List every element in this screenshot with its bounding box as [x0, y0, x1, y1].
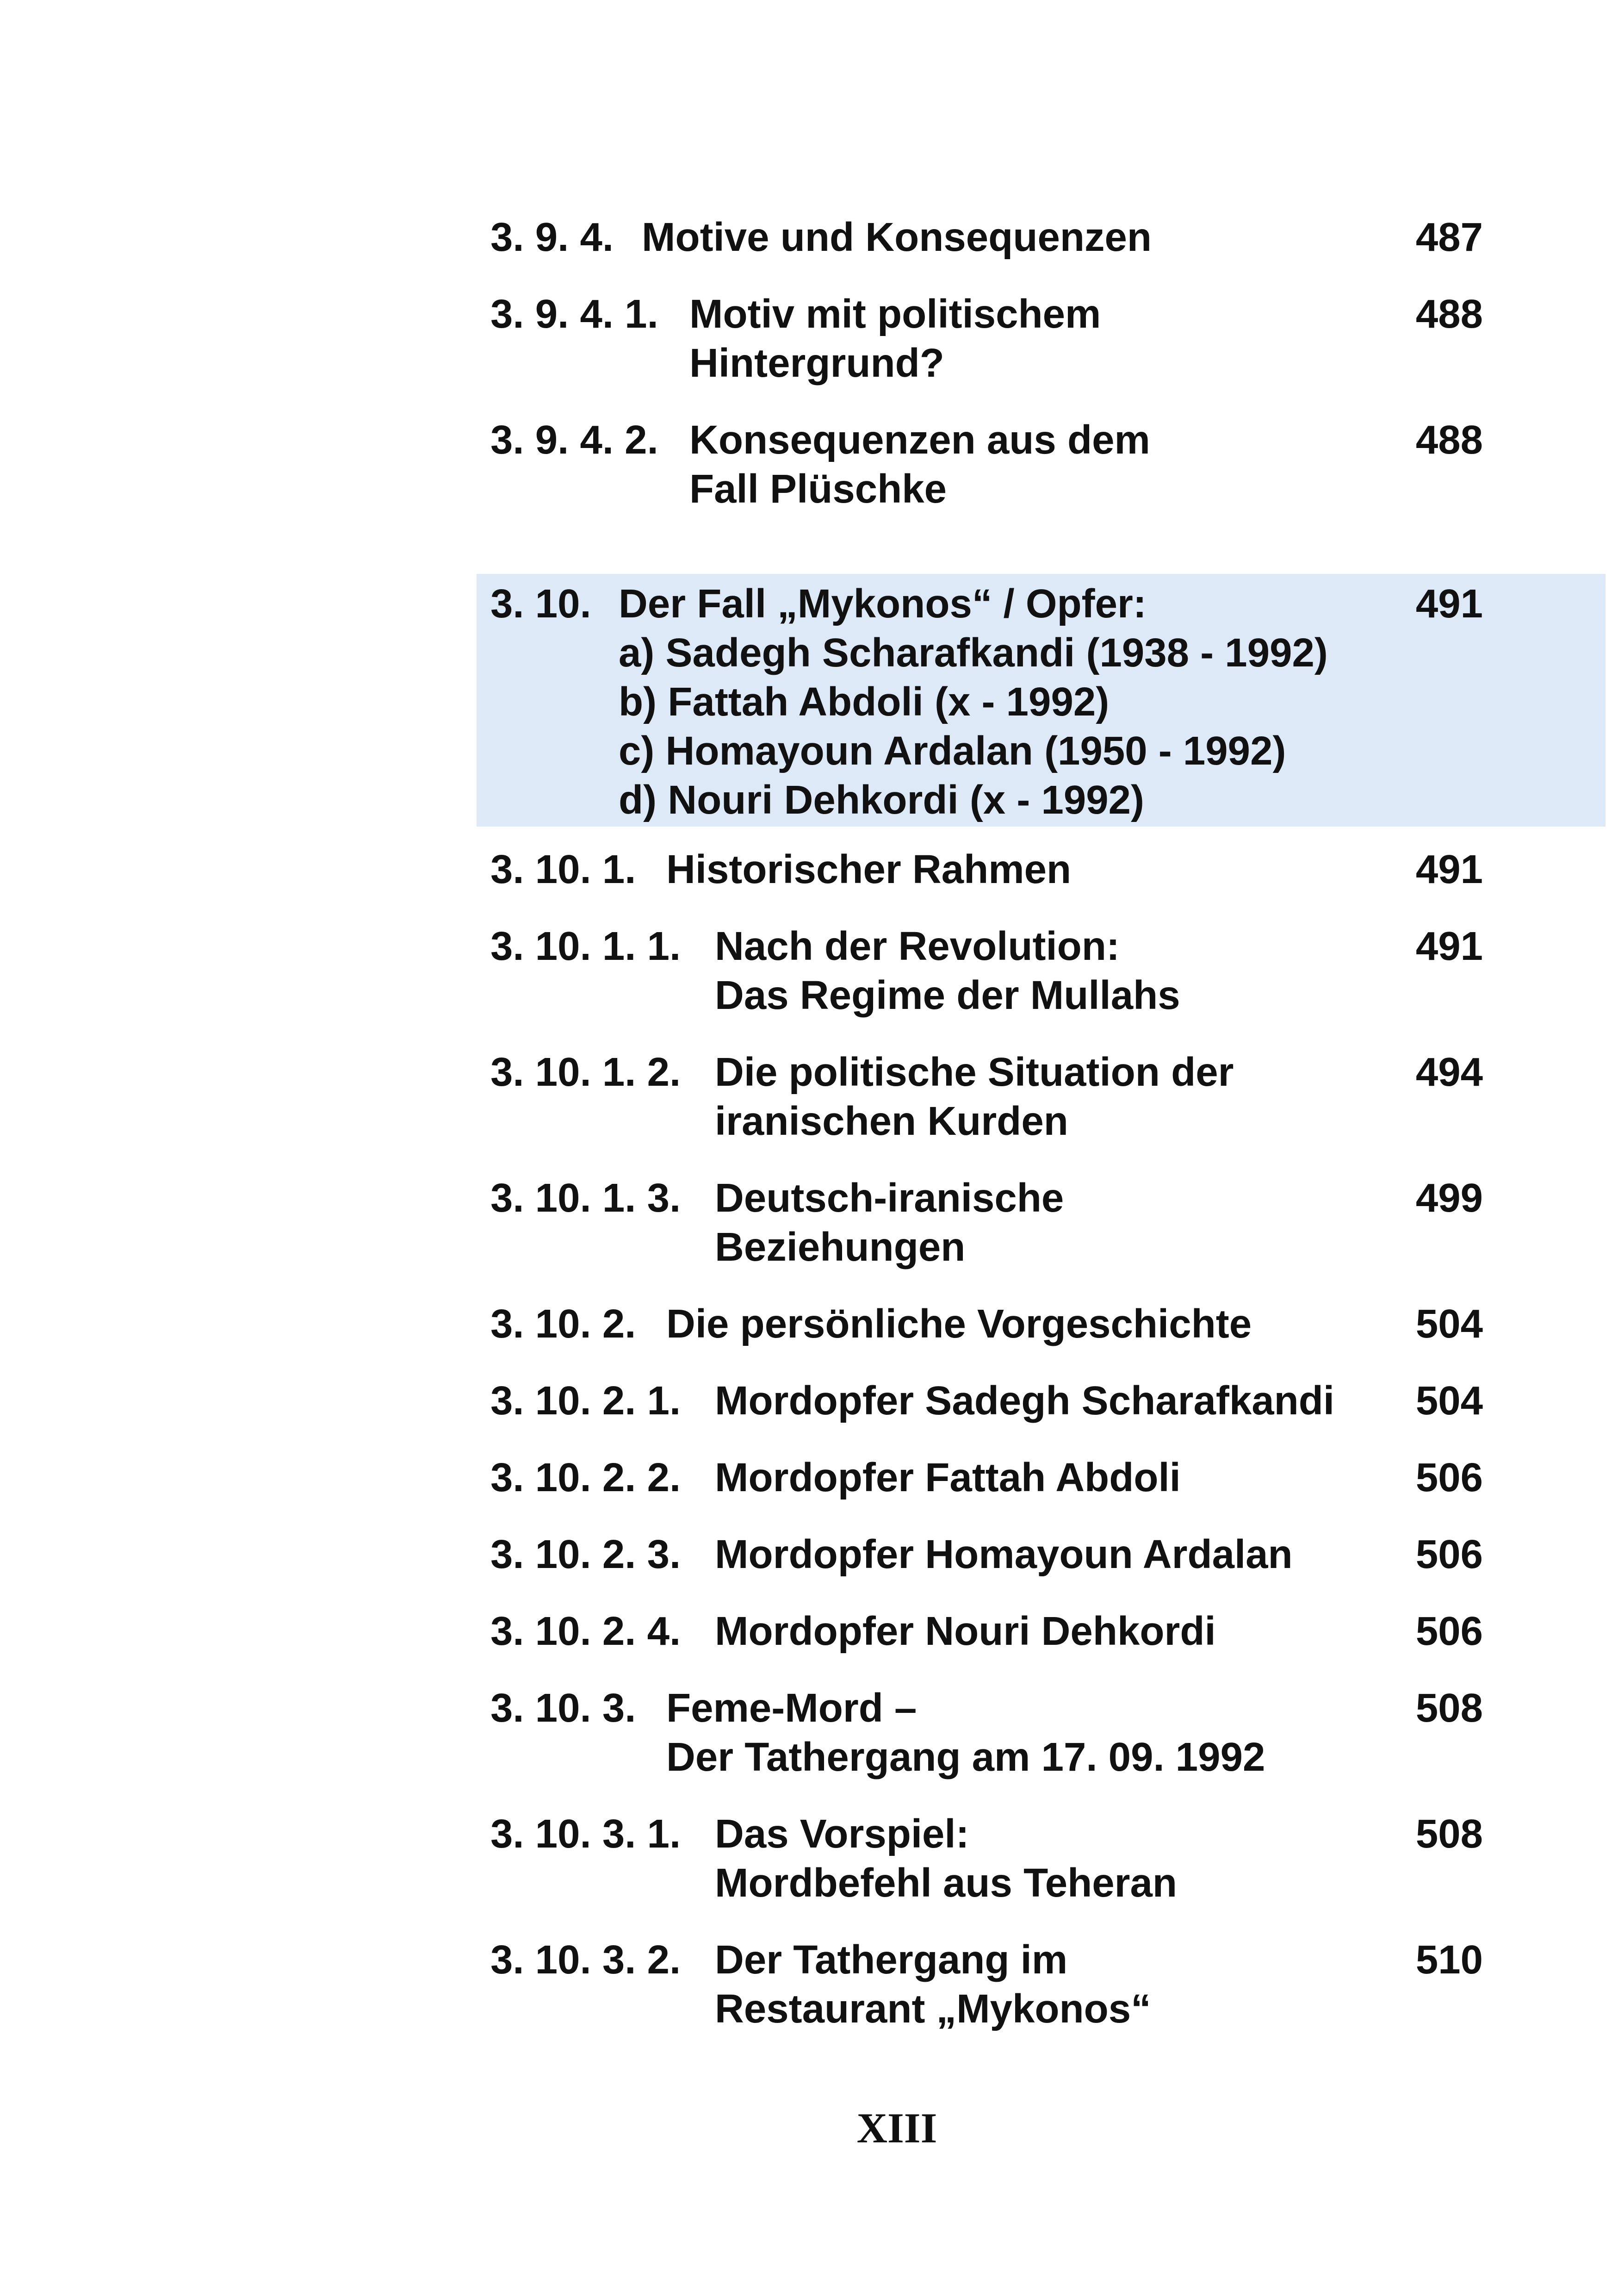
toc-page-number: 510	[1415, 1937, 1483, 1982]
toc-section-title: Deutsch-iranische	[715, 1176, 1064, 1220]
toc-entry	[490, 416, 1483, 514]
toc-entry	[490, 1935, 1483, 2034]
toc-entry	[490, 1453, 1483, 1502]
toc-entry	[490, 1530, 1483, 1579]
toc-entry-line	[490, 628, 1483, 678]
toc-entry-line	[490, 1530, 1483, 1579]
toc-section-number: 3. 10. 1. 1.	[490, 924, 681, 969]
toc-entry-line	[490, 1733, 1483, 1782]
toc-section-number: 3. 10. 2. 1.	[490, 1378, 681, 1423]
toc-section-number: 3. 10.	[490, 581, 591, 626]
toc-section-title: Die politische Situation der	[715, 1050, 1234, 1095]
toc-entry-line	[490, 416, 1483, 465]
toc-section-number: 3. 10. 3. 1.	[490, 1811, 681, 1856]
toc-page-number: 488	[1415, 292, 1483, 336]
page-number-roman: XIII	[856, 2104, 937, 2152]
toc-section-number: 3. 10. 1. 2.	[490, 1050, 681, 1095]
toc-entry-line	[490, 922, 1483, 971]
toc-section-title: Der Tathergang am 17. 09. 1992	[666, 1735, 1265, 1780]
toc-section-title: Nach der Revolution:	[715, 924, 1120, 969]
toc-entry-line	[490, 1985, 1483, 2034]
toc-entry	[490, 1684, 1483, 1782]
toc-entry-line	[490, 1453, 1483, 1502]
toc-page-number: 506	[1415, 1609, 1483, 1654]
toc-page-number: 491	[1415, 581, 1483, 626]
toc-section-title: Der Fall „Mykonos“ / Opfer:	[619, 581, 1147, 626]
toc-section-title: b) Fattah Abdoli (x - 1992)	[619, 679, 1110, 724]
toc-entry-line	[490, 1684, 1483, 1733]
toc-section-number: 3. 10. 3.	[490, 1686, 636, 1730]
toc-entry-line	[490, 339, 1483, 388]
toc-section-number: 3. 10. 3. 2.	[490, 1937, 681, 1982]
toc-entry-line	[490, 1300, 1483, 1349]
toc-entry-highlighted	[477, 574, 1606, 827]
toc-page-number: 494	[1415, 1050, 1483, 1095]
toc-page-number: 504	[1415, 1301, 1483, 1346]
toc-section-number: 3. 9. 4.	[490, 215, 614, 260]
toc-section-number: 3. 10. 1. 3.	[490, 1176, 681, 1220]
toc-entry	[490, 1810, 1483, 1908]
toc-entry-line	[490, 1607, 1483, 1656]
toc-entry-line	[490, 465, 1483, 514]
toc-section-title: Konsequenzen aus dem	[689, 417, 1150, 462]
toc-entry-line	[490, 971, 1483, 1020]
toc-page-number: 491	[1415, 847, 1483, 892]
toc-entry	[490, 922, 1483, 1020]
toc-entry	[490, 1300, 1483, 1349]
toc-section-number: 3. 9. 4. 1.	[490, 292, 658, 336]
toc-entry	[490, 845, 1483, 894]
toc-section-title: Mordopfer Homayoun Ardalan	[715, 1532, 1293, 1577]
toc-section-title: Motive und Konsequenzen	[642, 215, 1152, 260]
toc-entry	[490, 1174, 1483, 1272]
toc-entry-line	[490, 776, 1483, 825]
toc-section-title: Fall Plüschke	[689, 467, 947, 511]
toc-section-number: 3. 10. 2. 4.	[490, 1609, 681, 1654]
toc-entry-line	[490, 1859, 1483, 1908]
toc-page-number: 488	[1415, 417, 1483, 462]
table-of-contents	[490, 213, 1483, 2061]
toc-section-number: 3. 10. 2. 2.	[490, 1455, 681, 1500]
toc-entry-line	[490, 1935, 1483, 1985]
toc-section-title: Das Vorspiel:	[715, 1811, 969, 1856]
toc-section-title: Beziehungen	[715, 1225, 966, 1269]
toc-section-title: Motiv mit politischem	[689, 292, 1101, 336]
toc-section-title: d) Nouri Dehkordi (x - 1992)	[619, 778, 1145, 822]
toc-page-number: 508	[1415, 1811, 1483, 1856]
toc-entry-line	[490, 579, 1483, 628]
toc-section-title: Restaurant „Mykonos“	[715, 1986, 1151, 2031]
toc-section-title: Der Tathergang im	[715, 1937, 1068, 1982]
toc-section-title: Hintergrund?	[689, 341, 944, 386]
toc-page-number: 506	[1415, 1455, 1483, 1500]
toc-section-title: Die persönliche Vorgeschichte	[666, 1301, 1252, 1346]
toc-entry	[490, 213, 1483, 262]
toc-section-title: iranischen Kurden	[715, 1099, 1068, 1144]
toc-entry	[490, 1048, 1483, 1146]
toc-entry-line	[490, 1810, 1483, 1859]
toc-section-title: Mordopfer Fattah Abdoli	[715, 1455, 1181, 1500]
toc-entry-line	[490, 290, 1483, 339]
toc-entry	[490, 1607, 1483, 1656]
toc-entry-line	[490, 1174, 1483, 1223]
toc-entry-line	[490, 678, 1483, 727]
toc-section-title: Das Regime der Mullahs	[715, 973, 1180, 1018]
toc-entry-line	[490, 1223, 1483, 1272]
toc-page-number: 504	[1415, 1378, 1483, 1423]
toc-entry-line	[490, 1097, 1483, 1146]
toc-section-number: 3. 10. 2. 3.	[490, 1532, 681, 1577]
toc-section-title: Mordbefehl aus Teheran	[715, 1860, 1178, 1905]
toc-entry-line	[490, 845, 1483, 894]
toc-entry	[490, 1376, 1483, 1425]
toc-entry-line	[490, 213, 1483, 262]
toc-entry-line	[490, 1376, 1483, 1425]
toc-section-number: 3. 10. 1.	[490, 847, 636, 892]
toc-section-title: Historischer Rahmen	[666, 847, 1072, 892]
toc-page-number: 506	[1415, 1532, 1483, 1577]
toc-page-number: 508	[1415, 1686, 1483, 1730]
toc-page-number: 487	[1415, 215, 1483, 260]
toc-section-title: c) Homayoun Ardalan (1950 - 1992)	[619, 728, 1286, 773]
toc-section-number: 3. 10. 2.	[490, 1301, 636, 1346]
toc-entry	[490, 290, 1483, 388]
toc-entry-line	[490, 727, 1483, 776]
toc-page-number: 491	[1415, 924, 1483, 969]
toc-entry-line	[490, 1048, 1483, 1097]
toc-section-number: 3. 9. 4. 2.	[490, 417, 658, 462]
toc-section-title: Mordopfer Nouri Dehkordi	[715, 1609, 1216, 1654]
toc-page-number: 499	[1415, 1176, 1483, 1220]
toc-section-title: Mordopfer Sadegh Scharafkandi	[715, 1378, 1335, 1423]
toc-section-title: a) Sadegh Scharafkandi (1938 - 1992)	[619, 630, 1328, 675]
toc-section-title: Feme-Mord –	[666, 1686, 917, 1730]
